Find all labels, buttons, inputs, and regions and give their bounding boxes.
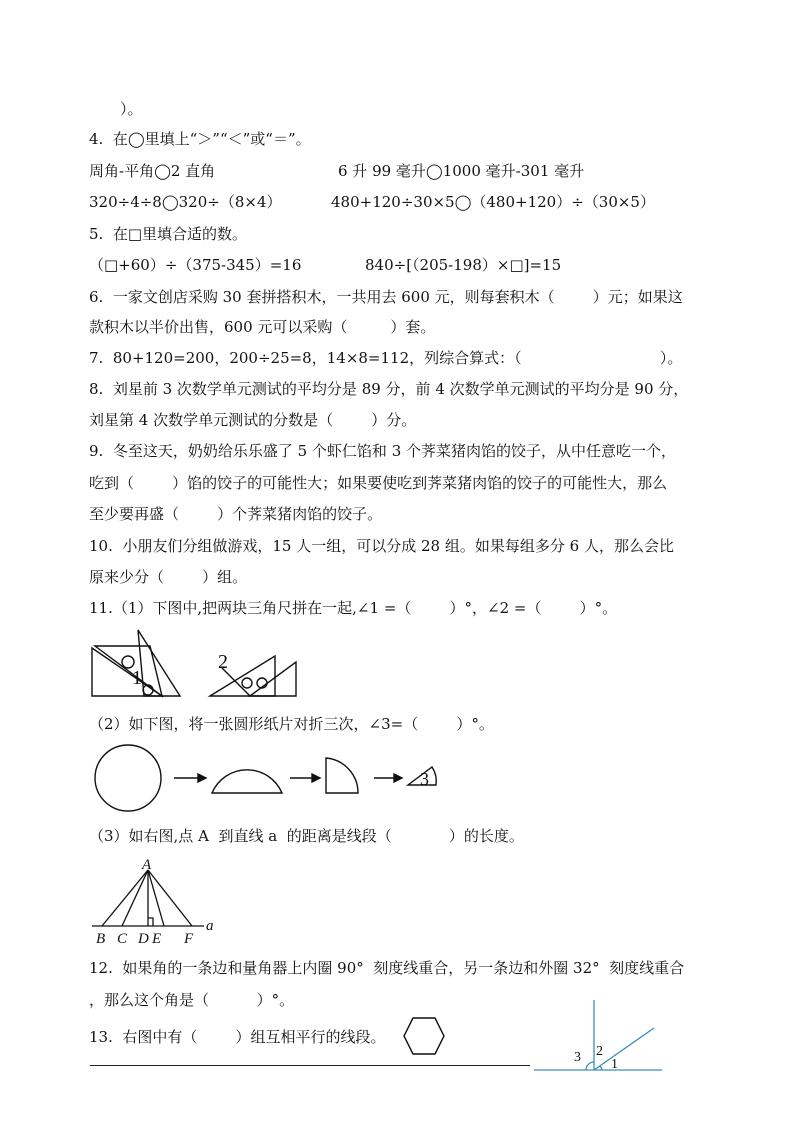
question-5-item-a: （□+60）÷（375-345）=16 xyxy=(89,256,302,274)
line-a-label: a xyxy=(206,918,214,934)
question-11-part-3: （3）如右图,点 A 到直线 a 的距离是线段（ ）的长度。 xyxy=(89,827,524,845)
set-squares-figure xyxy=(90,626,310,702)
half-circle xyxy=(212,770,282,793)
question-5-title: 5. 在□里填合适的数。 xyxy=(89,225,248,243)
question-8-line-2: 刘星第 4 次数学单元测试的分数是（ ）分。 xyxy=(89,411,417,429)
question-6-line-2: 款积木以半价出售，600 元可以采购（ ）套。 xyxy=(89,318,436,336)
question-13: 13. 右图中有（ ）组互相平行的线段。 xyxy=(89,1028,386,1046)
quarter-circle xyxy=(326,758,358,793)
point-f-label: F xyxy=(184,931,194,947)
angles-figure xyxy=(534,998,664,1078)
question-10-line-1: 10. 小朋友们分组做游戏，15 人一组，可以分成 28 组。如果每组多分 6 人，那么会比 xyxy=(89,537,674,555)
question-11-part-1: 11.（1）下图中,把两块三角尺拼在一起,∠1 =（ ）°，∠2 =（ ）°。 xyxy=(89,599,618,617)
question-4-item-c: 320÷4÷8◯320÷（8×4） xyxy=(89,193,282,211)
point-e-label: E xyxy=(152,931,162,947)
angle-2-label: 2 xyxy=(218,651,228,673)
question-11-part-2: （2）如下图，将一张圆形纸片对折三次，∠3=（ ）°。 xyxy=(89,715,494,733)
perpendicular-distance-figure xyxy=(92,858,222,950)
question-8-line-1: 8. 刘星前 3 次数学单元测试的平均分是 89 分，前 4 次数学单元测试的平均分是 90 分， xyxy=(89,380,689,398)
angle-label-3: 3 xyxy=(574,1050,581,1065)
angle-3-label: 3 xyxy=(420,769,429,789)
angle-label-2: 2 xyxy=(596,1044,603,1059)
angle-1-label: 1 xyxy=(132,667,142,689)
question-9-line-3: 至少要再盛（ ）个荠菜猪肉馅的饺子。 xyxy=(89,505,383,523)
answer-blank-continuation: ）。 xyxy=(120,100,143,118)
point-b-label: B xyxy=(96,931,106,947)
question-5-item-b: 840÷[（205-198）×□]=15 xyxy=(365,256,562,274)
circle-folding-figure xyxy=(94,743,474,813)
angle-label-1: 1 xyxy=(611,1057,618,1072)
question-9-line-1: 9. 冬至这天，奶奶给乐乐盛了 5 个虾仁馅和 3 个荠菜猪肉馅的饺子，从中任意吃一个， xyxy=(89,442,677,460)
point-a-label: A xyxy=(142,858,152,873)
question-9-line-2: 吃到（ ）馅的饺子的可能性大；如果要使吃到荠菜猪肉馅的饺子的可能性大，那么 xyxy=(89,474,668,492)
question-6-line-1: 6. 一家文创店采购 30 套拼搭积木，一共用去 600 元，则每套积木（ ）元；如果这 xyxy=(89,288,683,306)
set-square-left-b xyxy=(95,646,162,696)
question-10-line-2: 原来少分（ ）组。 xyxy=(89,568,248,586)
question-4-item-a: 周角-平角◯2 直角 xyxy=(89,162,216,180)
question-7: 7. 80+120=200，200÷25=8，14×8=112，列综合算式：（ ）。 xyxy=(89,349,683,367)
question-4-title: 4. 在◯里填上“＞”“＜”或“＝”。 xyxy=(89,130,311,148)
question-12-line-1: 12. 如果角的一条边和量角器上内圈 90° 刻度线重合，另一条边和外圈 32° 刻度线重合 xyxy=(89,959,685,977)
question-4-item-b: 6 升 99 毫升◯1000 毫升-301 毫升 xyxy=(338,162,585,180)
question-12-line-2: ，那么这个角是（ ）°。 xyxy=(89,991,295,1009)
hexagon-figure xyxy=(402,1016,446,1056)
point-c-label: C xyxy=(117,931,128,947)
point-d-label: D xyxy=(138,931,149,947)
full-circle xyxy=(95,745,161,811)
question-4-item-d: 480+120÷30×5◯（480+120）÷（30×5） xyxy=(331,193,655,211)
footer-rule xyxy=(90,1065,530,1066)
